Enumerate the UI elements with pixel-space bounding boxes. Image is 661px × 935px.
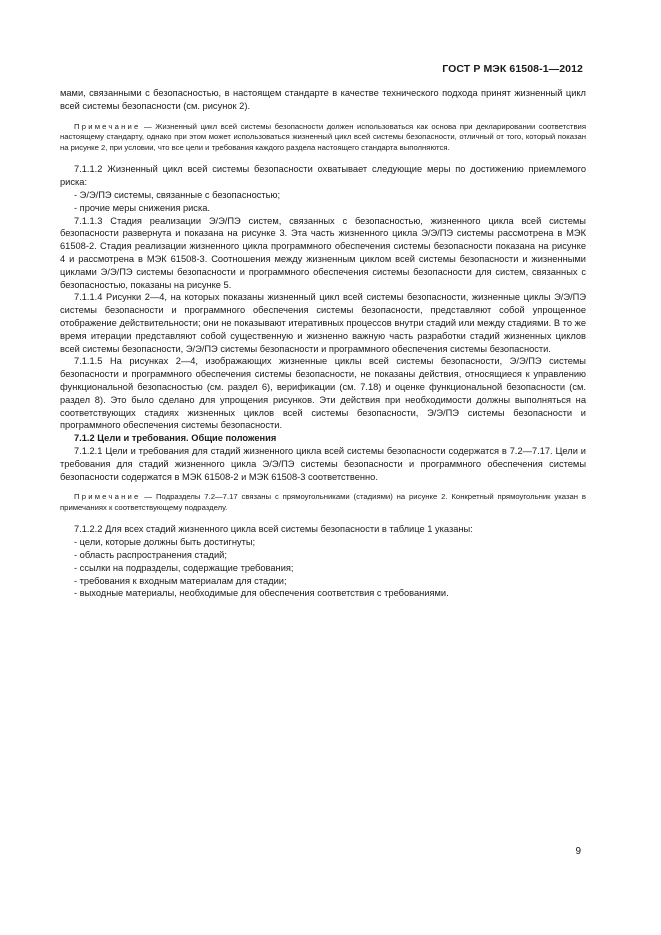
note-2-label: Примечание bbox=[74, 492, 141, 502]
list-item: - прочие меры снижения риска. bbox=[74, 202, 210, 213]
paragraph-7-1-1-2: 7.1.1.2 Жизненный цикл всей системы безопасности охватывает следующие меры по достижению приемлемого риска: bbox=[60, 164, 586, 188]
note-2 bbox=[60, 492, 586, 513]
list-item: - цели, которые должны быть достигнуты; bbox=[74, 537, 256, 548]
intro-paragraph: мами, связанными с безопасностью, в настоящем стандарте в качестве технического подхода принят жизненный цикл всей системы безопасности (см. рисунок 2). bbox=[60, 88, 586, 111]
paragraph-7-1-1-5: 7.1.1.5 На рисунках 2—4, изображающих жизненные циклы всей системы безопасности, Э/Э/ПЭ системы безопасности и программного обеспечения системы безопасности, не показаны действия, относящиеся к управлению функциональной безопасностью (см. раздел 6), верификации (см. 7.18) и оценке функциональной безопасности (см. раздел 8). Это было сделано для упрощения рисунков. Эти действия при необходимости должны выполняться на соответствующих стадиях жизненных циклов всей системы безопасности, Э/Э/ПЭ системы безопасности и программного обеспечения системы безопасности. bbox=[60, 356, 586, 431]
list-item: - Э/Э/ПЭ системы, связанные с безопасностью; bbox=[74, 189, 281, 200]
document-header: ГОСТ Р МЭК 61508-1—2012 bbox=[442, 63, 583, 75]
table-1-contents-list bbox=[60, 536, 586, 600]
measures-list bbox=[60, 189, 586, 215]
paragraph-7-1-1-3: 7.1.1.3 Стадия реализации Э/Э/ПЭ систем, связанных с безопасностью, жизненного цикла всей системы безопасности развернута и показана на рисунке 3. Эта часть жизненного цикла Э/Э/ПЭ системы рассмотрена в МЭК 61508-2. Стадия реализации жизненного цикла программного обеспечения системы безопасности показана на рисунке 4 и рассмотрена в МЭК 61508-3. Соотношения между жизненным циклом всей системы безопасности и жизненными циклами Э/Э/ПЭ системы безопасности и программного обеспечения системы безопасности для систем, связанных с безопасностью, показаны на рисунке 5. bbox=[60, 215, 586, 290]
paragraph-7-1-2-1: 7.1.2.1 Цели и требования для стадий жизненного цикла всей системы безопасности содержатся в 7.2—7.17. Цели и требования для стадий жизненного цикла Э/Э/ПЭ системы безопасности и программного обеспечения системы безопасности содержатся в МЭК 61508-2 и МЭК 61508-3 соответственно. bbox=[60, 445, 586, 482]
paragraph-7-1-2-2: 7.1.2.2 Для всех стадий жизненного цикла всей системы безопасности в таблице 1 указаны: bbox=[74, 524, 473, 535]
note-2-text: — Подразделы 7.2—7.17 связаны с прямоугольниками (стадиями) на рисунке 2. Конкретный прямоугольник указан в примечаниях к соответствующему подразделу. bbox=[60, 492, 586, 512]
list-item: - ссылки на подразделы, содержащие требования; bbox=[74, 562, 294, 573]
note-1 bbox=[60, 122, 586, 154]
paragraph-7-1-1-4: 7.1.1.4 Рисунки 2—4, на которых показаны жизненный цикл всей системы безопасности, жизненные циклы Э/Э/ПЭ системы безопасности и программного обеспечения системы безопасности, представляют собой упрощенное отображение действительности; они не показывают итеративных процессов внутри стадий или между стадиями. В то же время итерации представляют собой существенную и жизненно важную часть разработки стадий жизненных циклов всей системы безопасности, Э/Э/ПЭ системы безопасности и программного обеспечения системы безопасности. bbox=[60, 292, 586, 354]
page-body bbox=[60, 87, 586, 600]
note-1-label: Примечание bbox=[74, 121, 141, 131]
note-1-text: — Жизненный цикл всей системы безопасности должен использоваться как основа при декларировании соответствия настоящему стандарту, однако при этом может использоваться жизненный цикл всей системы безопасности, отличный от того, который показан на рисунке 2, при условии, что все цели и требования каждого раздела настоящего стандарта выполняются. bbox=[60, 121, 586, 152]
page-number: 9 bbox=[575, 846, 581, 857]
list-item: - область распространения стадий; bbox=[74, 550, 227, 561]
list-item: - выходные материалы, необходимые для обеспечения соответствия с требованиями. bbox=[74, 588, 449, 599]
list-item: - требования к входным материалам для стадии; bbox=[74, 575, 287, 586]
section-heading-7-1-2: 7.1.2 Цели и требования. Общие положения bbox=[74, 433, 277, 444]
